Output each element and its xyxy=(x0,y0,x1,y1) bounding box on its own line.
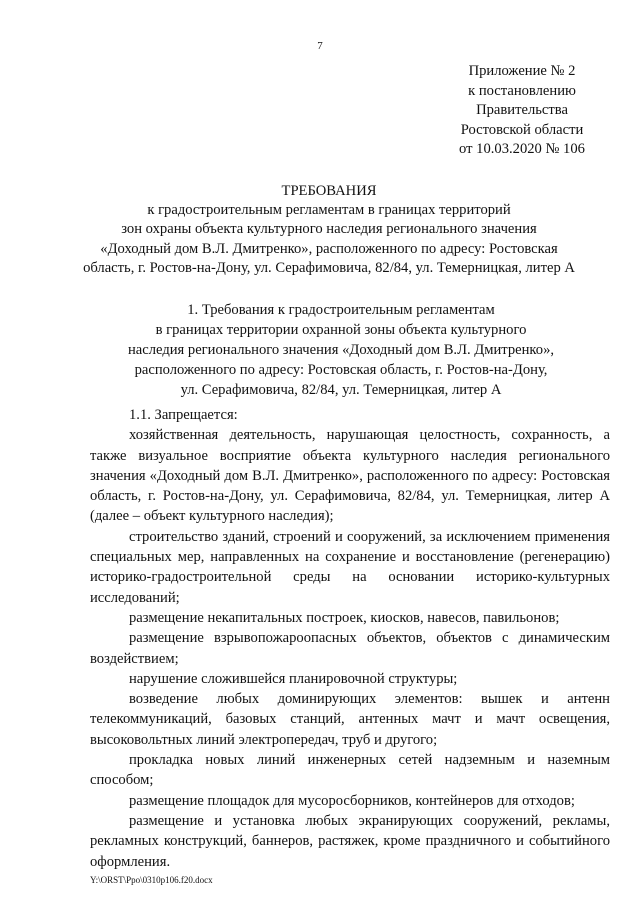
title-line: область, г. Ростов-на-Дону, ул. Серафимовича, 82/84, ул. Темерницкая, литер А xyxy=(83,259,575,276)
appendix-line: Правительства xyxy=(476,102,568,118)
title-heading: ТРЕБОВАНИЯ xyxy=(281,183,377,199)
appendix-line: от 10.03.2020 № 106 xyxy=(459,141,585,157)
prohibition-item: нарушение сложившейся планировочной структуры; xyxy=(129,670,458,687)
prohibition-item: прокладка новых линий инженерных сетей надземным и наземным способом; xyxy=(90,752,610,789)
section-heading-line: расположенного по адресу: Ростовская область, г. Ростов-на-Дону, xyxy=(134,362,548,378)
prohibition-item: размещение и установка любых экранирующих сооружений, рекламы, рекламных конструкций, баннеров, растяжек, кроме праздничного и событийного оформления. xyxy=(90,812,610,870)
footer-file-path: Y:\ORST\Ppo\0310p106.f20.docx xyxy=(90,875,213,885)
title-line: «Доходный дом В.Л. Дмитренко», расположенного по адресу: Ростовская xyxy=(100,240,558,257)
title-line: к градостроительным регламентам в границах территорий xyxy=(147,202,511,219)
clause-1-1 xyxy=(90,405,610,872)
appendix-line: Приложение № 2 xyxy=(468,63,576,79)
clause-lead: 1.1. Запрещается: xyxy=(129,407,238,423)
prohibition-item: возведение любых доминирующих элементов: вышек и антенн телекоммуникаций, базовых станций, антенных мачт и мачт освещения, высоковольтных линий электропередач, труб и другого; xyxy=(90,691,610,748)
appendix-reference xyxy=(447,62,597,160)
section-heading-line: 1. Требования к градостроительным регламентам xyxy=(187,302,495,318)
prohibition-item: строительство зданий, строений и сооружений, за исключением применения специальных мер, направленных на сохранение и восстановление (регенерацию) историко-градостроительной среды на основании историко-культурных исследований; xyxy=(90,528,610,606)
prohibition-item: хозяйственная деятельность, нарушающая целостность, сохранность, а также визуальное восприятие объекта культурного наследия регионального значения «Доходный дом В.Л. Дмитренко», расположенного по адресу: Ростовская область, г. Ростов-на-Дону, ул. Серафимовича, 82/84, ул. Темерницкая, литер А (далее – объект культурного наследия); xyxy=(90,427,610,525)
prohibition-item: размещение площадок для мусоросборников, контейнеров для отходов; xyxy=(129,792,575,809)
document-title xyxy=(80,182,578,278)
page-number: 7 xyxy=(317,40,323,52)
section-heading-line: наследия регионального значения «Доходный дом В.Л. Дмитренко», xyxy=(127,342,555,358)
section-heading-line: в границах территории охранной зоны объекта культурного xyxy=(155,322,527,338)
title-line: зон охраны объекта культурного наследия регионального значения xyxy=(121,221,537,238)
prohibition-item: размещение взрывопожароопасных объектов, объектов с динамическим воздействием; xyxy=(90,630,610,667)
appendix-line: Ростовской области xyxy=(460,121,584,138)
appendix-line: к постановлению xyxy=(468,82,576,99)
section-heading-line: ул. Серафимовича, 82/84, ул. Темерницкая, литер А xyxy=(180,382,502,398)
prohibition-item: размещение некапитальных построек, киосков, навесов, павильонов; xyxy=(129,609,560,626)
section-1-heading xyxy=(110,300,572,400)
